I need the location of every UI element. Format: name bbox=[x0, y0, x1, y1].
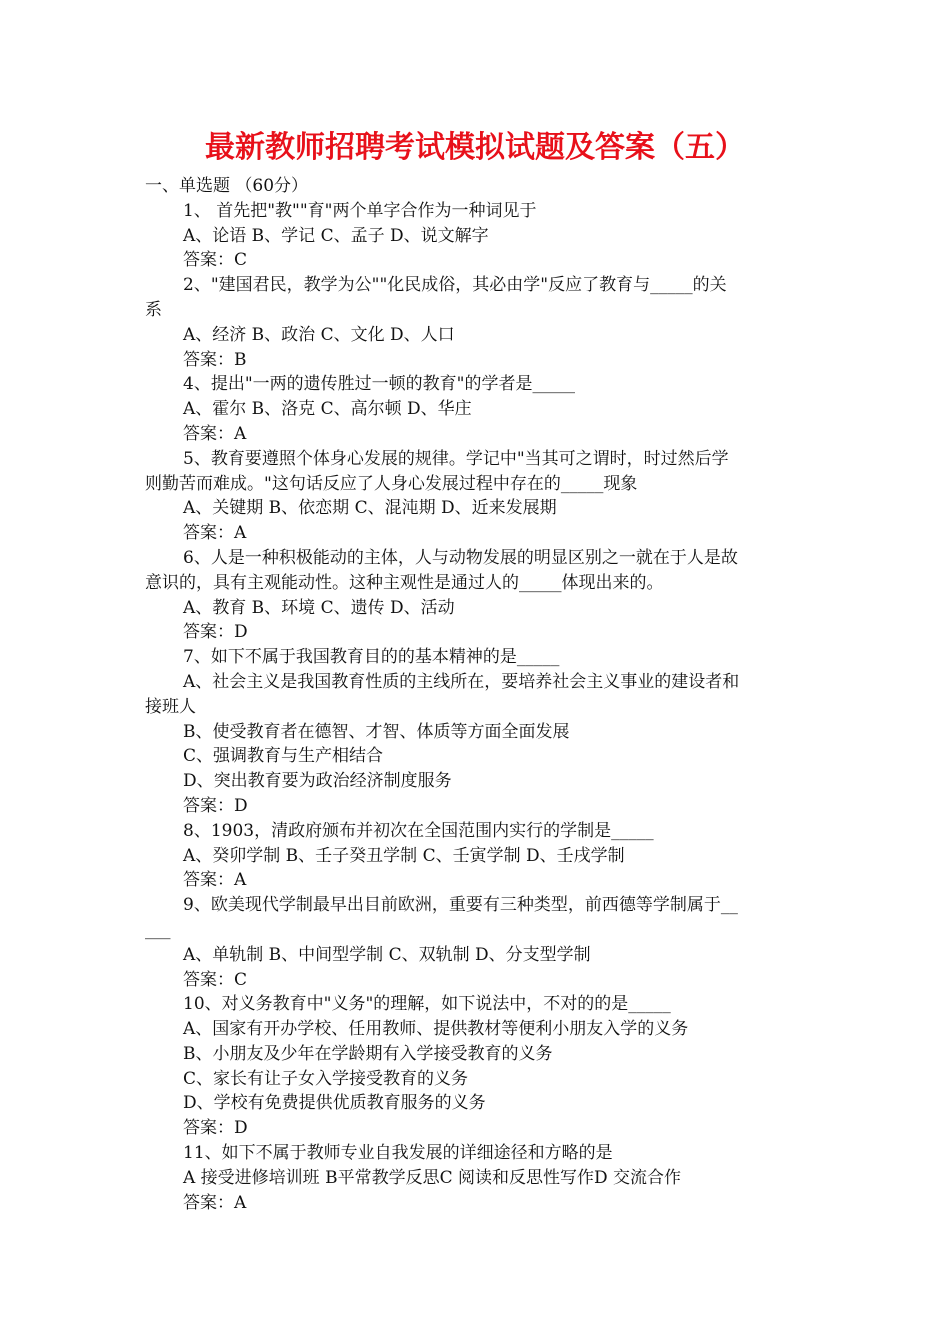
question-6-answer: 答案：D bbox=[183, 622, 248, 643]
question-9-continued: ___ bbox=[145, 919, 171, 940]
document-title: 最新教师招聘考试模拟试题及答案（五） bbox=[205, 130, 745, 165]
question-11: 11、如下不属于教师专业自我发展的详细途径和方略的是 bbox=[183, 1143, 613, 1164]
question-1-options: A、论语 B、学记 C、孟子 D、说文解字 bbox=[183, 225, 489, 246]
question-8-options: A、癸卯学制 B、壬子癸丑学制 C、壬寅学制 D、壬戌学制 bbox=[183, 845, 625, 866]
question-10-option-a: A、国家有开办学校、任用教师、提供教材等便利小朋友入学的义务 bbox=[183, 1019, 689, 1040]
question-5-continued: 则勤苦而难成。"这句话反应了人身心发展过程中存在的_____现象 bbox=[145, 473, 638, 494]
question-7-option-a-continued: 接班人 bbox=[145, 696, 196, 717]
question-9: 9、欧美现代学制最早出目前欧洲，重要有三种类型，前西德等学制属于__ bbox=[183, 895, 738, 916]
question-7: 7、如下不属于我国教育目的的基本精神的是_____ bbox=[183, 647, 560, 668]
section-heading: 一、单选题 （60分） bbox=[145, 176, 309, 196]
question-7-option-c: C、强调教育与生产相结合 bbox=[183, 746, 384, 767]
question-5: 5、教育要遵照个体身心发展的规律。学记中"当其可之谓时，时过然后学 bbox=[183, 448, 729, 469]
question-10-option-d: D、学校有免费提供优质教育服务的义务 bbox=[183, 1093, 486, 1114]
question-7-option-b: B、使受教育者在德智、才智、体质等方面全面发展 bbox=[183, 721, 570, 742]
question-4: 4、提出"一两的遗传胜过一顿的教育"的学者是_____ bbox=[183, 374, 575, 395]
question-5-answer: 答案：A bbox=[183, 523, 247, 544]
question-2-options: A、经济 B、政治 C、文化 D、人口 bbox=[183, 324, 455, 345]
question-10-option-c: C、家长有让子女入学接受教育的义务 bbox=[183, 1068, 469, 1089]
question-7-option-d: D、突出教育要为政治经济制度服务 bbox=[183, 771, 452, 792]
question-9-options: A、单轨制 B、中间型学制 C、双轨制 D、分支型学制 bbox=[183, 944, 591, 965]
question-6-options: A、教育 B、环境 C、遗传 D、活动 bbox=[183, 597, 455, 618]
question-10-option-b: B、小朋友及少年在学龄期有入学接受教育的义务 bbox=[183, 1043, 553, 1064]
question-10: 10、对义务教育中"义务"的理解，如下说法中，不对的的是_____ bbox=[183, 994, 671, 1015]
question-11-answer: 答案：A bbox=[183, 1192, 247, 1213]
question-2-continued: 系 bbox=[145, 299, 162, 320]
question-6-continued: 意识的，具有主观能动性。这种主观性是通过人的_____体现出来的。 bbox=[145, 572, 664, 593]
question-5-options: A、关键期 B、依恋期 C、混沌期 D、近来发展期 bbox=[183, 498, 557, 519]
question-2-answer: 答案：B bbox=[183, 349, 247, 370]
question-11-options: A 接受进修培训班 B平常教学反思C 阅读和反思性写作D 交流合作 bbox=[183, 1167, 682, 1188]
question-7-answer: 答案：D bbox=[183, 795, 248, 816]
question-1-answer: 答案：C bbox=[183, 250, 248, 271]
question-8-answer: 答案：A bbox=[183, 870, 247, 891]
document-body bbox=[145, 174, 813, 1215]
question-9-answer: 答案：C bbox=[183, 969, 248, 990]
question-4-options: A、霍尔 B、洛克 C、高尔顿 D、华庄 bbox=[183, 399, 472, 420]
question-7-option-a: A、社会主义是我国教育性质的主线所在，要培养社会主义事业的建设者和 bbox=[183, 671, 740, 692]
question-10-answer: 答案：D bbox=[183, 1118, 248, 1139]
question-8: 8、1903，清政府颁布并初次在全国范围内实行的学制是_____ bbox=[183, 820, 654, 841]
question-2: 2、"建国君民，教学为公""化民成俗，其必由学"反应了教育与_____的关 bbox=[183, 275, 727, 296]
question-1: 1、 首先把"教""育"两个单字合作为一种词见于 bbox=[183, 200, 537, 221]
question-6: 6、人是一种积极能动的主体，人与动物发展的明显区别之一就在于人是故 bbox=[183, 547, 738, 568]
question-4-answer: 答案：A bbox=[183, 423, 247, 444]
